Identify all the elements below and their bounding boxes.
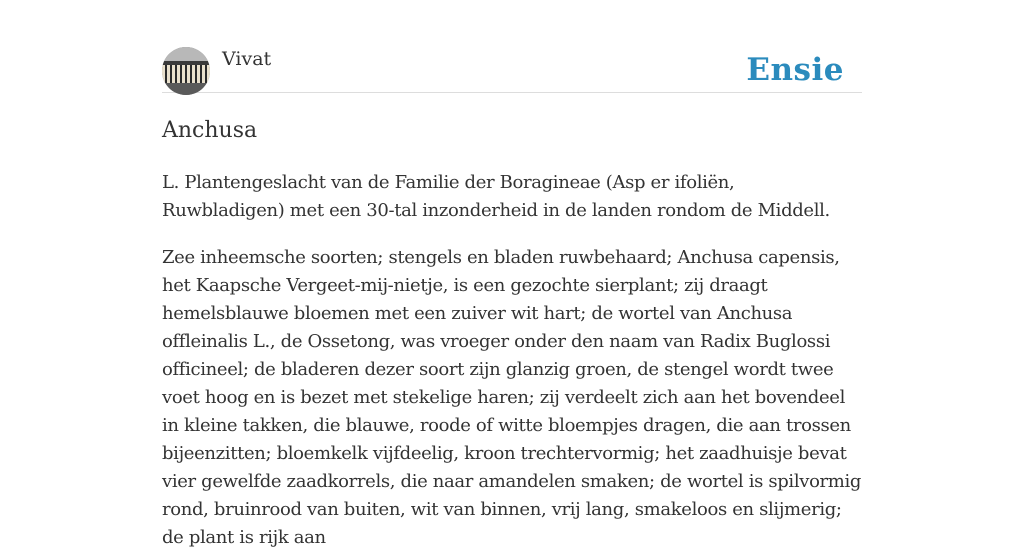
article-paragraph: L. Plantengeslacht van de Familie der Boragineae (Asp er ifoliën, Ruwbladigen) met een 30-tal inzonderheid in de landen rondom de Middell.	[162, 172, 830, 221]
avatar-image	[162, 47, 210, 95]
article-title: Anchusa	[162, 118, 258, 143]
author-avatar[interactable]	[162, 47, 210, 95]
site-logo[interactable]: Ensie	[746, 52, 844, 88]
header	[162, 46, 862, 93]
author-name[interactable]: Vivat	[222, 48, 272, 70]
article-paragraph: Zee inheemsche soorten; stengels en bladen ruwbehaard; Anchusa capensis, het Kaapsche Vergeet-mij-nietje, is een gezochte sierplant; zij draagt hemelsblauwe bloemen met een zuiver wit hart; de wortel van Anchusa offleinalis L., de Ossetong, was vroeger onder den naam van Radix Buglossi officineel; de bladeren dezer soort zijn glanzig groen, de stengel wordt twee voet hoog en is bezet met stekelige haren; zij verdeelt zich aan het bovendeel in kleine takken, die blauwe, roode of witte bloempjes dragen, die aan trossen bijeenzitten; bloemkelk vijfdeelig, kroon trechtervormig; het zaadhuisje bevat vier gewelfde zaadkorrels, die naar amandelen smaken; de wortel is spilvormig rond, bruinrood van buiten, wit van binnen, vrij lang, smakeloos en slijmerig; de plant is rijk aan	[162, 247, 862, 548]
